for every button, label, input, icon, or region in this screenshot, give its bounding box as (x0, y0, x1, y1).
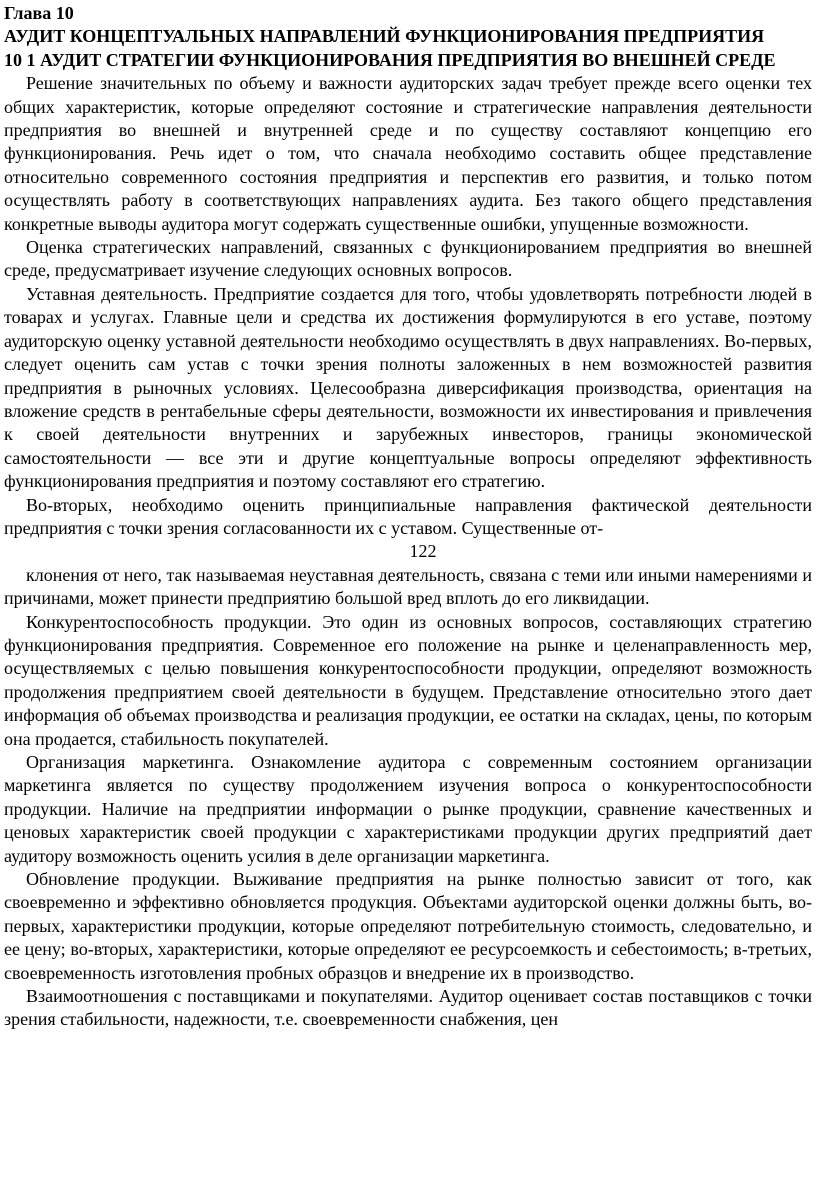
paragraph-secondly: Во-вторых, необходимо оценить принципиальные направления фактической деятельности предприятия с точки зрения согласованности их с уставом. Существенные от- (4, 494, 812, 538)
paragraph-continuation: клонения от него, так называемая неуставная деятельность, связана с теми или иными намерениями и причинами, может принести предприятию большой вред вплоть до его ликвидации. (4, 564, 812, 609)
paragraph-product-renewal: Обновление продукции. Выживание предприятия на рынке полностью зависит от того, как своевременно и эффективно обновляется продукция. Объектами аудиторской оценки должны быть, во-первых, характеристики продукции, которые определяют потребительную стоимость, следовательно, и ее цену; во-вторых, характеристики, которые определяют ее ресурсоемкость и себестоимость; в-третьих, своевременность изготовления пробных образцов и внедрение их в производство. (4, 869, 812, 983)
paragraph-suppliers: Взаимоотношения с поставщиками и покупателями. Аудитор оценивает состав поставщиков с точки зрения стабильности, надежности, т.е. своевременности снабжения, цен (4, 986, 812, 1030)
paragraph-assessment: Оценка стратегических направлений, связанных с функционированием предприятия во внешней среде, предусматривает изучение следующих основных вопросов. (4, 237, 812, 281)
paragraph-intro: Решение значительных по объему и важности аудиторских задач требует прежде всего оценки тех общих характеристик, которые определяют состояние и стратегические направления деятельности предприятия во внешней и внутренней среде и по существу составляют концепцию его функционирования. Речь идет о том, что сначала необходимо составить общее представление относительно современного состояния предприятия и перспектив его развития, и только потом осуществлять работу в соответствующих направлениях аудита. Без такого общего представления конкретные выводы аудитора могут содержать существенные ошибки, упущенные возможности. (4, 73, 812, 234)
paragraph-marketing: Организация маркетинга. Ознакомление аудитора с современным состоянием организации маркетинга является по существу продолжением изучения вопроса о конкурентоспособности продукции. Наличие на предприятии информации о рынке продукции, сравнение качественных и ценовых характеристик своей продукции с характеристиками продукции других предприятий дает аудитору возможность оценить усилия в деле организации маркетинга. (4, 752, 812, 866)
page-number: 122 (409, 541, 437, 562)
paragraph-charter-activity: Уставная деятельность. Предприятие создается для того, чтобы удовлетворять потребности людей в товарах и услугах. Главные цели и средства их достижения формулируются в его уставе, поэтому аудиторскую оценку уставной деятельности необходимо осуществлять в двух направлениях. Во-первых, следует оценить сам устав с точки зрения полноты заложенных в нем возможностей развития предприятия в рыночных условиях. Целесообразна диверсификация производства, ориентация на вложение средств в рентабельные сферы деятельности, возможности их инвестирования и привлечения к своей деятельности внутренних и зарубежных инвесторов, границы экономической самостоятельности — все эти и другие концептуальные вопросы определяют эффективность функционирования предприятия и поэтому составляют его стратегию. (4, 283, 812, 492)
chapter-label: Глава 10 (4, 3, 74, 23)
section-title: 10 1 АУДИТ СТРАТЕГИИ ФУНКЦИОНИРОВАНИЯ ПРЕДПРИЯТИЯ ВО ВНЕШНЕЙ СРЕДЕ (4, 49, 776, 70)
chapter-title: АУДИТ КОНЦЕПТУАЛЬНЫХ НАПРАВЛЕНИЙ ФУНКЦИОНИРОВАНИЯ ПРЕДПРИЯТИЯ (4, 26, 765, 47)
paragraph-competitiveness: Конкурентоспособность продукции. Это один из основных вопросов, составляющих стратегию функционирования предприятия. Современное его положение на рынке и целенаправленность мер, осуществляемых с целью повышения конкурентоспособности продукции, определяют возможность продолжения предприятием своей деятельности в будущем. Представление относительно этого дает информация об объемах производства и реализация продукции, ее остатки на складах, цены, по которым она продается, стабильность покупателей. (4, 611, 812, 749)
